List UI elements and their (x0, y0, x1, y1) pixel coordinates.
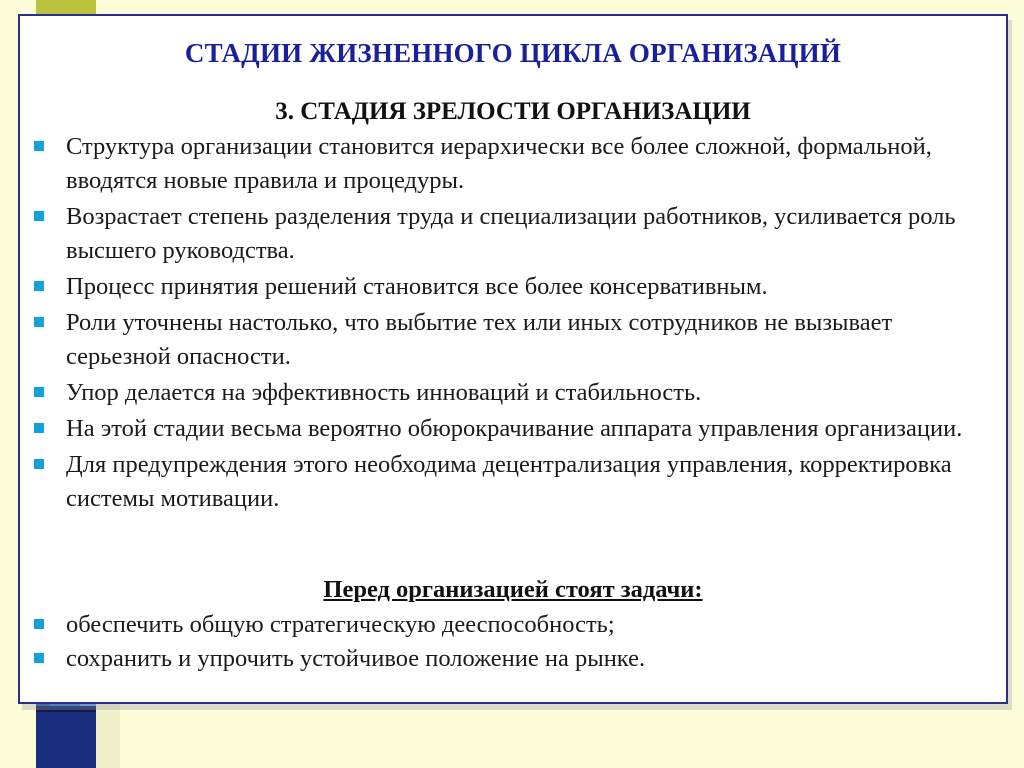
list-item (28, 608, 988, 642)
square-bullet-icon (34, 423, 44, 433)
list-item-text: сохранить и упрочить устойчивое положение на рынке. (66, 645, 646, 672)
list-item-text: Упор делается на эффективность инноваций и стабильность. (66, 379, 702, 406)
list-item-text: обеспечить общую стратегическую дееспособность; (66, 611, 615, 638)
list-item-text: Структура организации становится иерархически все более сложной, формальной, вводятся новые правила и процедуры. (66, 133, 932, 194)
list-item-text: Для предупреждения этого необходима децентрализация управления, корректировка системы мотивации. (66, 451, 952, 512)
square-bullet-icon (34, 387, 44, 397)
list-item (28, 376, 988, 410)
slide-content-box (18, 14, 1008, 704)
tasks-heading: Перед организацией стоят задачи: (323, 576, 703, 603)
square-bullet-icon (34, 653, 44, 663)
square-bullet-icon (34, 459, 44, 469)
tasks-list (28, 608, 988, 676)
list-item (28, 270, 988, 304)
list-item-text: Роли уточнены настолько, что выбытие тех или иных сотрудников не вызывает серьезной опасности. (66, 309, 893, 370)
list-item-text: На этой стадии весьма вероятно обюрокрачивание аппарата управления организации. (66, 415, 963, 442)
list-item (28, 200, 988, 268)
list-item (28, 306, 988, 374)
slide-title: СТАДИИ ЖИЗНЕННОГО ЦИКЛА ОРГАНИЗАЦИЙ (184, 38, 842, 68)
list-item (28, 130, 988, 198)
square-bullet-icon (34, 619, 44, 629)
square-bullet-icon (34, 317, 44, 327)
list-item (28, 448, 988, 516)
square-bullet-icon (34, 281, 44, 291)
square-bullet-icon (34, 141, 44, 151)
stage-subtitle: 3. СТАДИЯ ЗРЕЛОСТИ ОРГАНИЗАЦИИ (275, 98, 751, 125)
stage-characteristics-list (28, 130, 988, 518)
list-item (28, 642, 988, 676)
square-bullet-icon (34, 211, 44, 221)
list-item (28, 412, 988, 446)
list-item-text: Возрастает степень разделения труда и специализации работников, усиливается роль высшего руководства. (66, 203, 956, 264)
list-item-text: Процесс принятия решений становится все более консервативным. (66, 273, 768, 300)
